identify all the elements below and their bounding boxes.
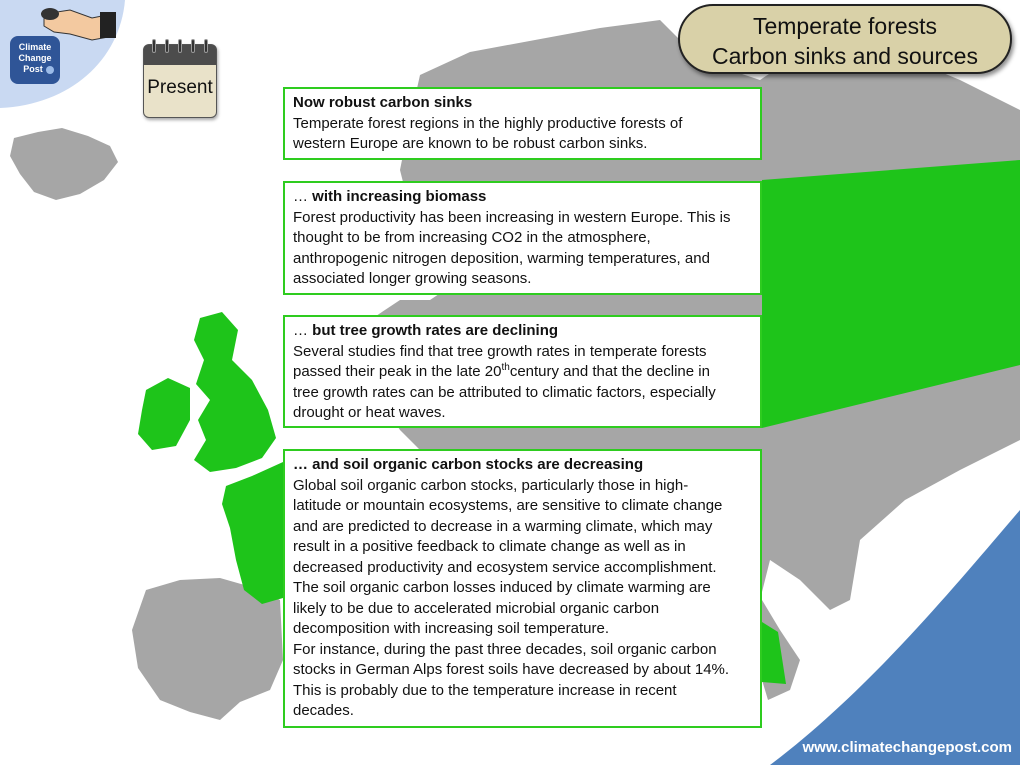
box-heading [293, 187, 752, 208]
info-box-increasing-biomass [283, 181, 762, 295]
page-title [678, 4, 1012, 74]
box-text-line: tree growth rates can be attributed to climatic factors, especially [293, 383, 716, 401]
box-text-line: Several studies find that tree growth rates in temperate forests [293, 342, 707, 360]
box-text-line [293, 362, 752, 383]
calendar-ring [152, 39, 156, 53]
calendar-icon [143, 44, 217, 118]
coin-icon [41, 8, 59, 20]
box-text-line: For instance, during the past three decades, soil organic carbon [293, 640, 717, 658]
box-text-line: western Europe are known to be robust carbon sinks. [293, 135, 648, 152]
footer-url-link[interactable]: www.climatechangepost.com [802, 739, 1012, 756]
heading-text: with increasing biomass [312, 188, 487, 205]
calendar-ring [165, 39, 169, 53]
box-heading: … and soil organic carbon stocks are decreasing [293, 456, 644, 473]
box-heading: Now robust carbon sinks [293, 94, 473, 111]
box-heading [293, 321, 752, 342]
box-text-line: decades. [293, 702, 354, 719]
climate-change-post-logo [0, 0, 125, 110]
box-text-line: The soil organic carbon losses induced by climate warming are [293, 579, 711, 596]
box-text-line: Forest productivity has been increasing in western Europe. This is [293, 208, 731, 226]
title-line-2: Carbon sinks and sources [712, 43, 978, 69]
box-text-line: This is probably due to the temperature increase in recent [293, 681, 677, 699]
title-line-1: Temperate forests [752, 13, 938, 39]
box-text-line: anthropogenic nitrogen deposition, warming temperatures, and [293, 249, 710, 267]
calendar-ring [191, 39, 195, 53]
box-text-line: associated longer growing seasons. [293, 270, 532, 287]
logo-text-line2: Change [18, 53, 52, 63]
info-box-carbon-sinks [283, 87, 762, 160]
line-text: passed their peak in the late 20 [293, 363, 502, 380]
box-text-line: and are predicted to decrease in a warming climate, which may [293, 517, 713, 535]
info-box-soil-carbon [283, 449, 762, 728]
line-text: century and that the decline in [509, 363, 710, 380]
calendar-label: Present [147, 77, 213, 98]
box-text-line: latitude or mountain ecosystems, are sensitive to climate change [293, 497, 723, 514]
logo-dot [46, 66, 54, 74]
heading-ellipsis: … [293, 188, 308, 205]
calendar-ring [204, 39, 208, 53]
landmass-iceland [10, 128, 118, 200]
cuff-icon [100, 12, 116, 38]
info-box-growth-declining [283, 315, 762, 428]
box-text-line: likely to be due to accelerated microbial organic carbon [293, 599, 660, 617]
box-text-line: result in a positive feedback to climate change as well as in [293, 538, 686, 555]
superscript-th: th [501, 362, 510, 373]
logo-text-line3: Post [23, 64, 43, 74]
calendar-ring [178, 39, 182, 53]
box-text-line: thought to be from increasing CO2 in the atmosphere, [293, 229, 651, 246]
heading-text: but tree growth rates are declining [312, 322, 559, 339]
box-text-line: stocks in German Alps forest soils have decreased by about 14%. [293, 661, 730, 678]
logo-text-line1: Climate [18, 42, 52, 52]
heading-ellipsis: … [293, 322, 308, 339]
box-text-line: decreased productivity and ecosystem service accomplishment. [293, 558, 717, 576]
box-text-line: Temperate forest regions in the highly productive forests of [293, 114, 683, 132]
box-text-line: Global soil organic carbon stocks, particularly those in high- [293, 476, 689, 494]
forest-ireland [138, 378, 190, 450]
forest-britain [194, 312, 276, 472]
box-text-line: decomposition with increasing soil temperature. [293, 620, 609, 637]
box-text-line: drought or heat waves. [293, 404, 446, 421]
